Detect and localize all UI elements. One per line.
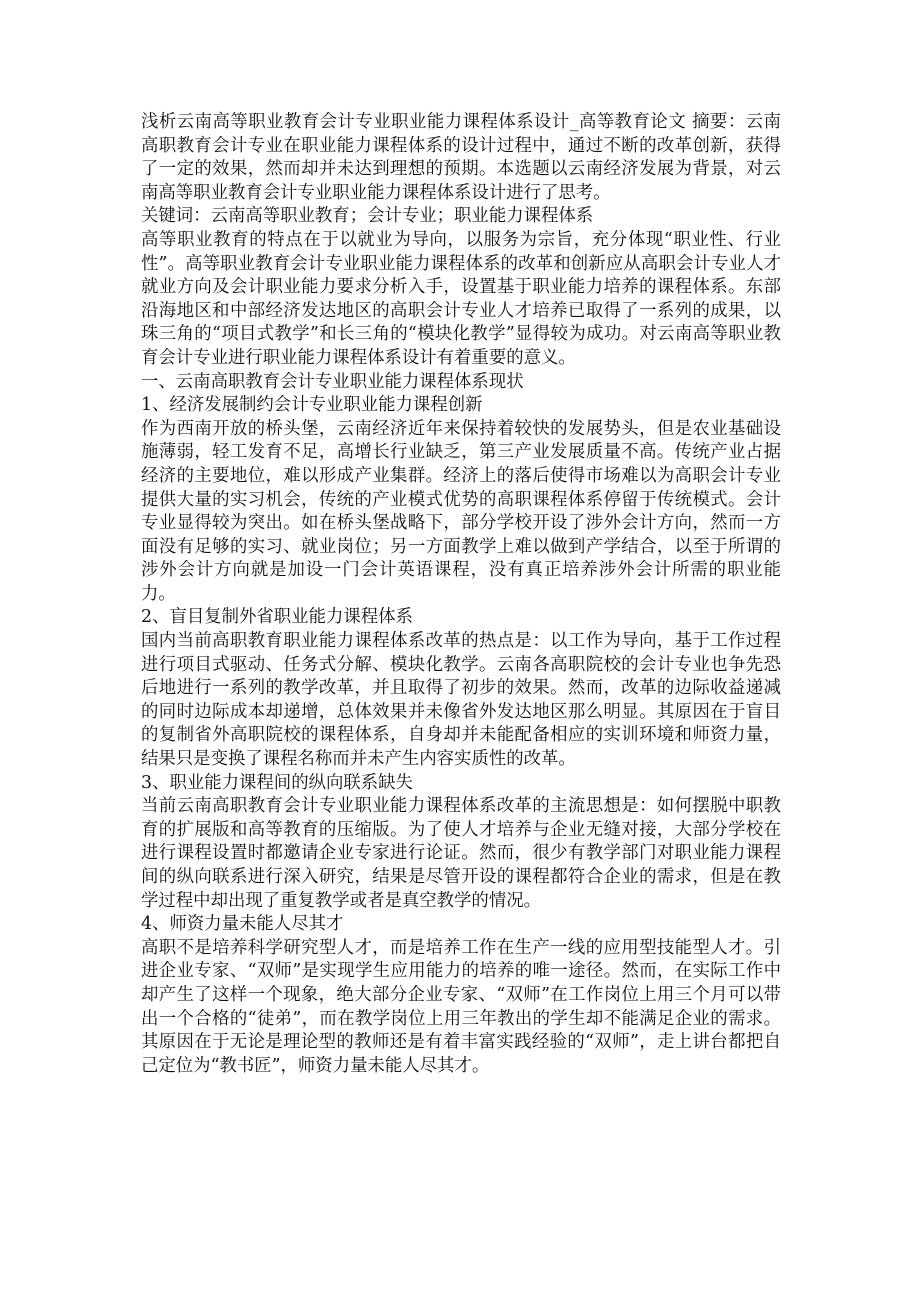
title-abstract-paragraph: 浅析云南高等职业教育会计专业职业能力课程体系设计_高等教育论文 摘要：云南高职教育会计专业在职业能力课程体系的设计过程中，通过不断的改革创新，获得了一定的效果，然而却并未达到理想的预期。本选题以云南经济发展为背景，对云南高等职业教育会计专业职业能力课程体系设计进行了思考。 [141,112,781,203]
subsection-3-body: 当前云南高职教育会计专业职业能力课程体系改革的主流思想是：如何摆脱中职教育的扩展版和高等教育的压缩版。为了使人才培养与企业无缝对接，大部分学校在进行课程设置时都邀请企业专家进行论证。然而，很少有教学部门对职业能力课程间的纵向联系进行深入研究，结果是尽管开设的课程都符合企业的需求，但是在教学过程中却出现了重复教学或者是真空教学的情况。 [141,796,781,911]
subsection-4-body: 高职不是培养科学研究型人才，而是培养工作在生产一线的应用型技能型人才。引进企业专家、“双师”是实现学生应用能力的培养的唯一途径。然而，在实际工作中却产生了这样一个现象，绝大部分企业专家、“双师”在工作岗位上用三个月可以带出一个合格的“徒弟”，而在教学岗位上用三年教出的学生却不能满足企业的需求。其原因在于无论是理论型的教师还是有着丰富实践经验的“双师”，走上讲台都把自己定位为“教书匠”，师资力量未能人尽其才。 [141,937,781,1076]
document-page [141,111,781,1078]
subsection-2-body: 国内当前高职教育职业能力课程体系改革的热点是：以工作为导向，基于工作过程进行项目式驱动、任务式分解、模块化教学。云南各高职院校的会计专业也争先恐后地进行一系列的教学改革，并且取得了初步的效果。然而，改革的边际收益递减的同时边际成本却递增，总体效果并未像省外发达地区那么明显。其原因在于盲目的复制省外高职院校的课程体系，自身却并未能配备相应的实训环境和师资力量，结果只是变换了课程名称而并未产生内容实质性的改革。 [141,631,781,770]
subsection-4-heading: 4、师资力量未能人尽其才 [141,914,344,935]
subsection-3-heading: 3、职业能力课程间的纵向联系缺失 [141,772,413,793]
subsection-1-heading: 1、经济发展制约会计专业职业能力课程创新 [141,395,483,416]
subsection-1-body: 作为西南开放的桥头堡，云南经济近年来保持着较快的发展势头，但是农业基础设施薄弱，轻工发育不足，高增长行业缺乏，第三产业发展质量不高。传统产业占据经济的主要地位，难以形成产业集群。经济上的落后使得市场难以为高职会计专业提供大量的实习机会，传统的产业模式优势的高职课程体系停留于传统模式。会计专业显得较为突出。如在桥头堡战略下，部分学校开设了涉外会计方向，然而一方面没有足够的实习、就业岗位；另一方面教学上难以做到产学结合，以至于所谓的涉外会计方向就是加设一门会计英语课程，没有真正培养涉外会计所需的职业能力。 [141,418,781,604]
intro-paragraph: 高等职业教育的特点在于以就业为导向，以服务为宗旨，充分体现“职业性、行业性”。高等职业教育会计专业职业能力课程体系的改革和创新应从高职会计专业人才就业方向及会计职业能力要求分析入手，设置基于职业能力培养的课程体系。东部沿海地区和中部经济发达地区的高职会计专业人才培养已取得了一系列的成果，以珠三角的“项目式教学”和长三角的“模块化教学”显得较为成功。对云南高等职业教育会计专业进行职业能力课程体系设计有着重要的意义。 [141,229,781,368]
section-1-heading: 一、云南高职教育会计专业职业能力课程体系现状 [141,371,524,392]
keywords-line: 关键词：云南高等职业教育；会计专业；职业能力课程体系 [141,206,594,227]
subsection-2-heading: 2、盲目复制外省职业能力课程体系 [141,607,413,628]
